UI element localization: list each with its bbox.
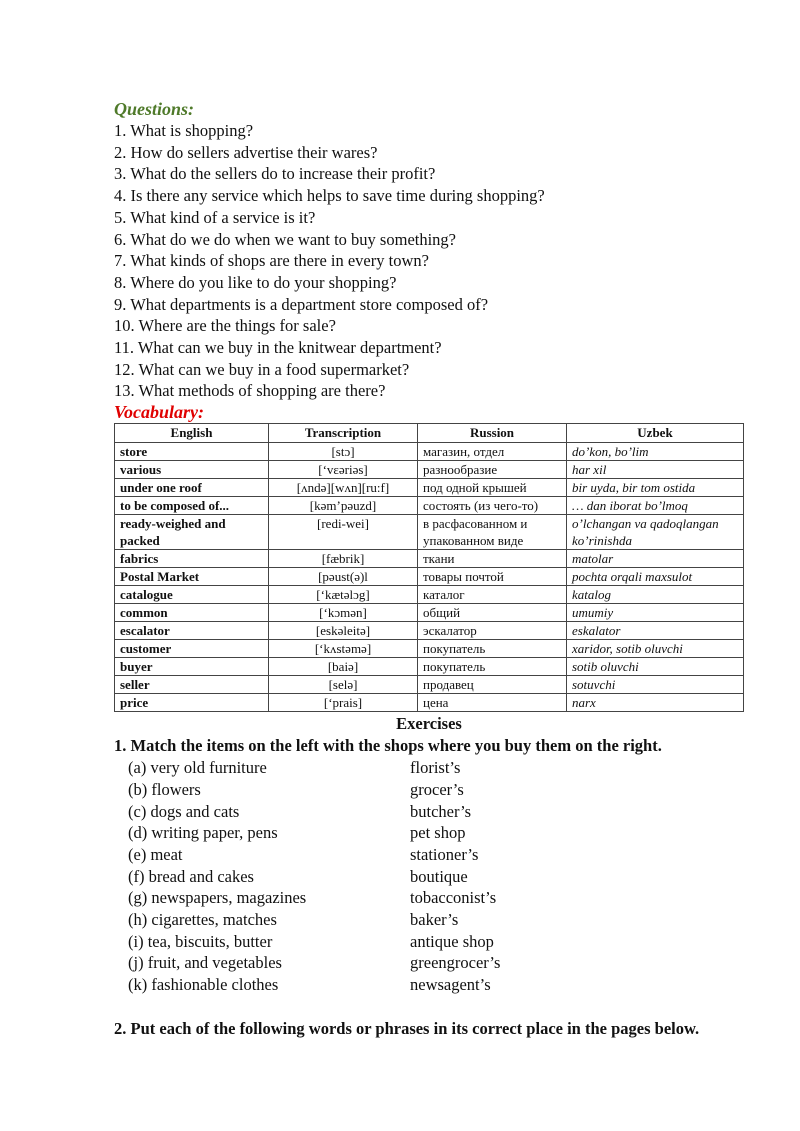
question-item: 9. What departments is a department store composed of? [114, 294, 489, 314]
transcription-cell: [eskəleitə] [269, 622, 418, 640]
match-item: (a) very old furniture [128, 758, 267, 778]
russian-cell: цена [418, 694, 567, 712]
english-cell: under one roof [115, 479, 269, 497]
question-item: 5. What kind of a service is it? [114, 207, 316, 227]
column-header-english: English [115, 424, 269, 443]
match-item: (f) bread and cakes [128, 866, 254, 886]
table-row [115, 568, 744, 586]
question-item: 11. What can we buy in the knitwear department? [114, 338, 442, 358]
russian-cell: покупатель [418, 658, 567, 676]
table-row [115, 622, 744, 640]
english-cell: escalator [115, 622, 269, 640]
matching-list [128, 757, 744, 996]
match-item: (b) flowers [128, 779, 201, 799]
transcription-cell: [ʌndə][wʌn][ru:f] [269, 479, 418, 497]
english-cell: store [115, 443, 269, 461]
match-shop: stationer’s [410, 844, 479, 864]
match-shop: baker’s [410, 910, 459, 930]
transcription-cell: [fæbrik] [269, 550, 418, 568]
table-row [115, 586, 744, 604]
english-cell: to be composed of... [115, 497, 269, 515]
uzbek-cell: sotib oluvchi [567, 658, 744, 676]
column-header-russian: Russion [418, 424, 567, 443]
questions-heading: Questions: [114, 99, 195, 119]
match-shop: boutique [410, 866, 468, 886]
uzbek-cell: pochta orqali maxsulot [567, 568, 744, 586]
transcription-cell: [‘vεəriəs] [269, 461, 418, 479]
exercise-1-heading: 1. Match the items on the left with the shops where you buy them on the right. [114, 736, 662, 756]
table-row [115, 658, 744, 676]
transcription-cell: [kəm’pəuzd] [269, 497, 418, 515]
match-shop: tobacconist’s [410, 888, 497, 908]
transcription-cell: [stɔ] [269, 443, 418, 461]
uzbek-cell: narx [567, 694, 744, 712]
question-item: 3. What do the sellers do to increase their profit? [114, 164, 436, 184]
question-item: 6. What do we do when we want to buy something? [114, 229, 457, 249]
russian-cell: продавец [418, 676, 567, 694]
match-shop: pet shop [410, 823, 466, 843]
vocabulary-table [114, 423, 744, 712]
transcription-cell: [‘kætəlɔg] [269, 586, 418, 604]
russian-cell: магазин, отдел [418, 443, 567, 461]
uzbek-cell: do’kon, bo’lim [567, 443, 744, 461]
list-item [128, 974, 744, 996]
russian-cell: общий [418, 604, 567, 622]
table-row [115, 461, 744, 479]
table-row [115, 515, 744, 550]
match-shop: greengrocer’s [410, 953, 501, 973]
list-item [128, 866, 744, 888]
transcription-cell: [baiə] [269, 658, 418, 676]
table-row [115, 497, 744, 515]
russian-cell: под одной крышей [418, 479, 567, 497]
list-item [128, 909, 744, 931]
exercises-title: Exercises [396, 714, 462, 734]
column-header-uzbek: Uzbek [567, 424, 744, 443]
match-item: (k) fashionable clothes [128, 975, 279, 995]
spacer [114, 996, 744, 1018]
question-item: 1. What is shopping? [114, 121, 254, 140]
list-item [128, 952, 744, 974]
list-item [128, 844, 744, 866]
question-item: 8. Where do you like to do your shopping? [114, 272, 397, 292]
uzbek-cell: umumiy [567, 604, 744, 622]
uzbek-cell: o’lchangan va qadoqlangan ko’rinishda [567, 515, 744, 550]
uzbek-cell: bir uyda, bir tom ostida [567, 479, 744, 497]
english-cell: Postal Market [115, 568, 269, 586]
document-page [114, 98, 744, 1040]
english-cell: buyer [115, 658, 269, 676]
question-item: 7. What kinds of shops are there in every town? [114, 251, 429, 271]
vocabulary-heading: Vocabulary: [114, 402, 204, 423]
english-cell: price [115, 694, 269, 712]
question-item: 13. What methods of shopping are there? [114, 381, 386, 401]
english-cell: seller [115, 676, 269, 694]
transcription-cell: [pəust(ə)l [269, 568, 418, 586]
russian-cell: эскалатор [418, 622, 567, 640]
match-item: (h) cigarettes, matches [128, 910, 277, 930]
list-item [128, 822, 744, 844]
english-cell: catalogue [115, 586, 269, 604]
english-cell: customer [115, 640, 269, 658]
uzbek-cell: … dan iborat bo’lmoq [567, 497, 744, 515]
table-row [115, 550, 744, 568]
english-cell: fabrics [115, 550, 269, 568]
list-item [128, 779, 744, 801]
table-row [115, 479, 744, 497]
russian-cell: покупатель [418, 640, 567, 658]
match-item: (i) tea, biscuits, butter [128, 931, 273, 951]
match-item: (c) dogs and cats [128, 801, 240, 821]
table-row [115, 604, 744, 622]
match-shop: grocer’s [410, 779, 464, 799]
exercise-2-heading: 2. Put each of the following words or phrases in its correct place in the pages below. [114, 1018, 700, 1038]
transcription-cell: [redi-wei] [269, 515, 418, 550]
transcription-cell: [‘kɔmən] [269, 604, 418, 622]
russian-cell: каталог [418, 586, 567, 604]
list-item [128, 887, 744, 909]
match-shop: newsagent’s [410, 975, 491, 995]
russian-cell: товары почтой [418, 568, 567, 586]
question-item: 12. What can we buy in a food supermarket? [114, 359, 410, 379]
table-header-row [115, 424, 744, 443]
english-cell: various [115, 461, 269, 479]
uzbek-cell: katalog [567, 586, 744, 604]
match-item: (d) writing paper, pens [128, 823, 278, 843]
table-row [115, 676, 744, 694]
column-header-transcription: Transcription [269, 424, 418, 443]
uzbek-cell: eskalator [567, 622, 744, 640]
russian-cell: в расфасованном и упакованном виде [418, 515, 567, 550]
transcription-cell: [‘prais] [269, 694, 418, 712]
questions-list [114, 120, 744, 402]
match-item: (e) meat [128, 844, 183, 864]
russian-cell: ткани [418, 550, 567, 568]
transcription-cell: [selə] [269, 676, 418, 694]
match-shop: antique shop [410, 931, 494, 951]
list-item [128, 757, 744, 779]
table-row [115, 443, 744, 461]
english-cell: common [115, 604, 269, 622]
english-cell: ready-weighed and packed [115, 515, 269, 550]
question-item: 4. Is there any service which helps to save time during shopping? [114, 186, 545, 206]
match-shop: butcher’s [410, 801, 472, 821]
table-row [115, 640, 744, 658]
uzbek-cell: matolar [567, 550, 744, 568]
uzbek-cell: xaridor, sotib oluvchi [567, 640, 744, 658]
list-item [128, 801, 744, 823]
uzbek-cell: sotuvchi [567, 676, 744, 694]
match-item: (g) newspapers, magazines [128, 888, 307, 908]
russian-cell: состоять (из чего-то) [418, 497, 567, 515]
uzbek-cell: har xil [567, 461, 744, 479]
question-item: 2. How do sellers advertise their wares? [114, 142, 378, 162]
list-item [128, 931, 744, 953]
match-item: (j) fruit, and vegetables [128, 953, 282, 973]
russian-cell: разнообразие [418, 461, 567, 479]
transcription-cell: [‘kʌstəmə] [269, 640, 418, 658]
table-row [115, 694, 744, 712]
match-shop: florist’s [410, 758, 461, 778]
question-item: 10. Where are the things for sale? [114, 316, 336, 336]
